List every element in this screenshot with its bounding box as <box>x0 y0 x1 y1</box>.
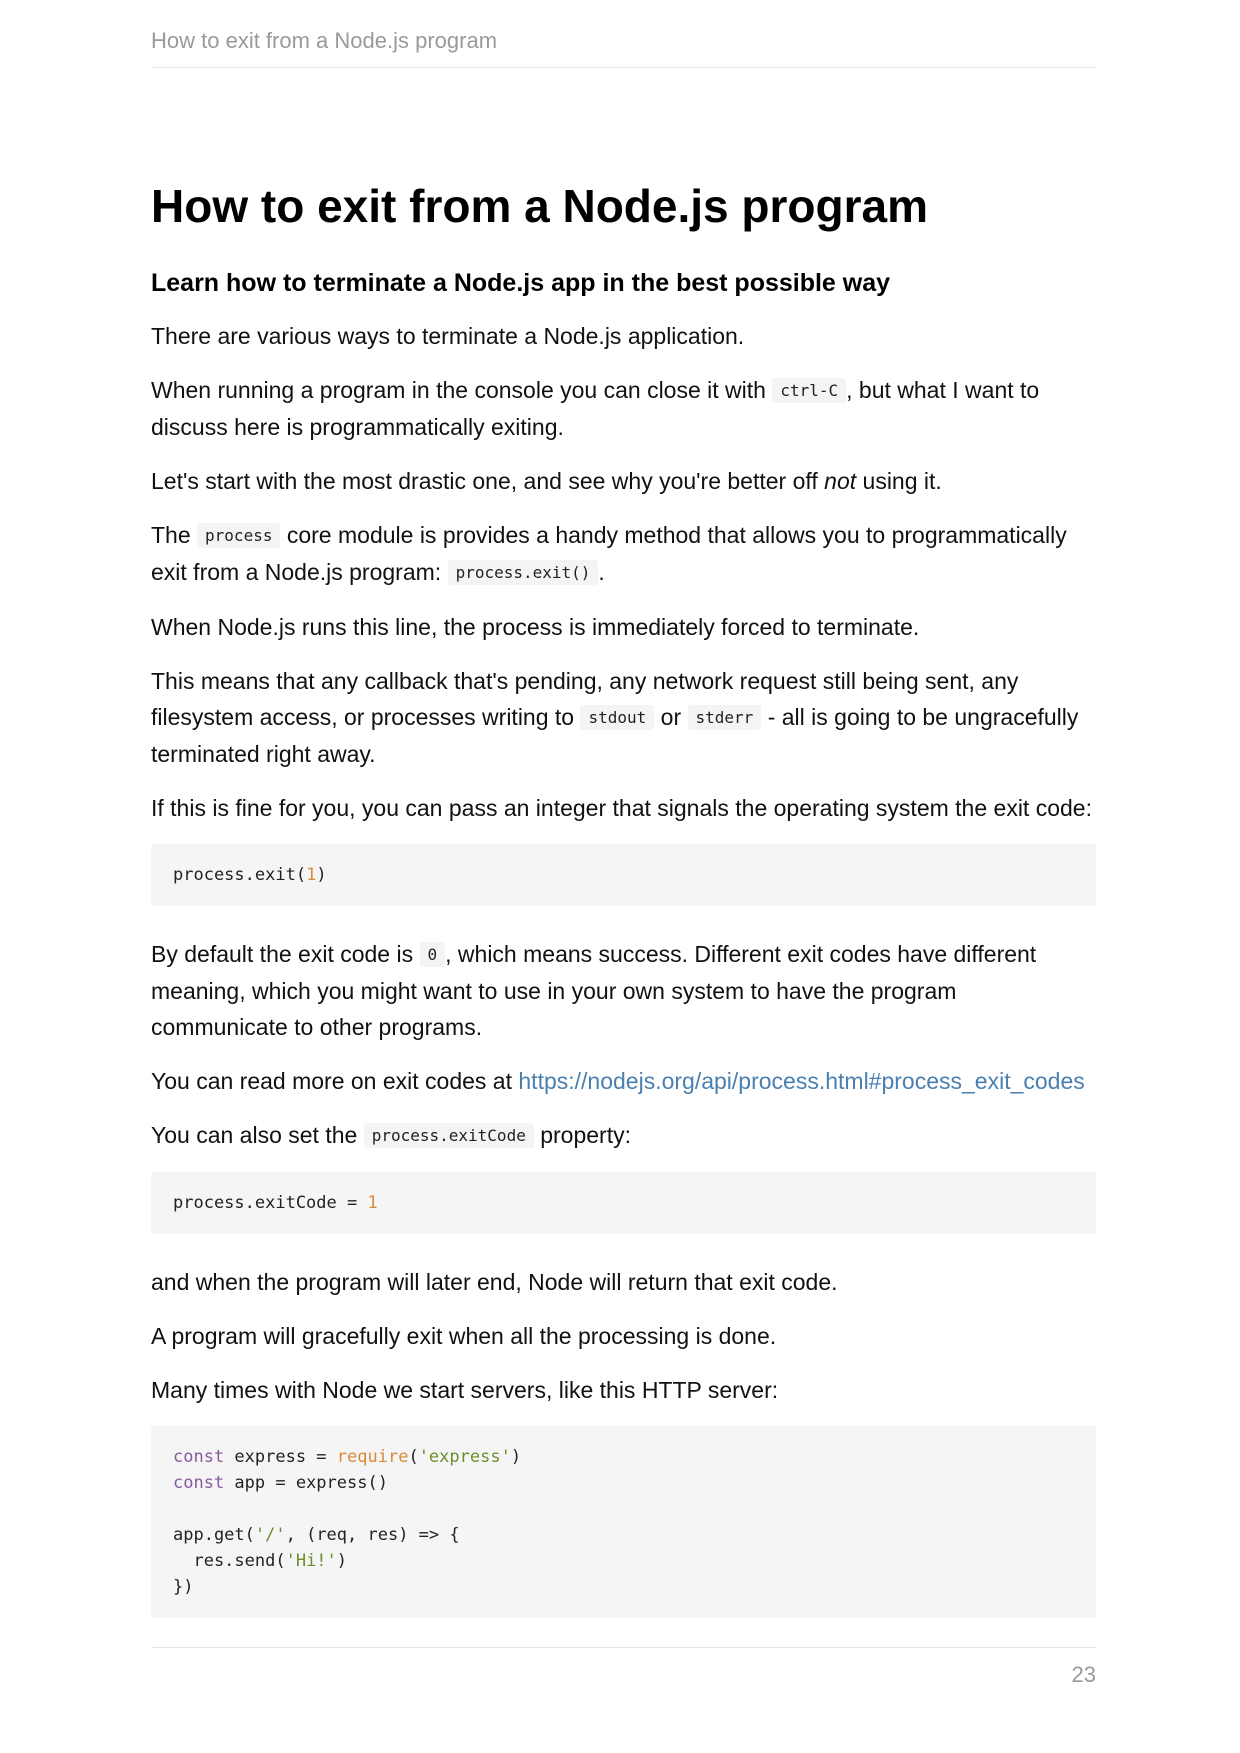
paragraph-exit-code: If this is fine for you, you can pass an integer that signals the operating system the exit code: <box>151 795 1092 821</box>
paragraph-callbacks: This means that any callback that's pending, any network request still being sent, any filesystem access, or processes writing to stdout or stderr - all is going to be ungracefully terminated right away. <box>151 668 1079 767</box>
emphasis-not: not <box>824 468 857 494</box>
paragraph-process-module: The process core module is provides a handy method that allows you to programmatically exit from a Node.js program: process.exit() . <box>151 522 1067 585</box>
inline-code-process-exitcode: process.exitCode <box>364 1123 534 1148</box>
inline-code-zero: 0 <box>420 942 446 967</box>
code-block-exitcode: process.exitCode = 1 <box>151 1172 1096 1234</box>
inline-code-process-exit: process.exit() <box>448 560 599 585</box>
paragraph-servers: Many times with Node we start servers, like this HTTP server: <box>151 1377 779 1403</box>
article-body <box>151 176 1096 1648</box>
paragraph-later-end: and when the program will later end, Node will return that exit code. <box>151 1269 838 1295</box>
inline-code-ctrl-c: ctrl-C <box>772 378 846 403</box>
running-header <box>151 28 1096 68</box>
paragraph-read-more: You can read more on exit codes at https://nodejs.org/api/process.html#process_exit_codes <box>151 1068 1085 1094</box>
paragraph-graceful-exit: A program will gracefully exit when all the processing is done. <box>151 1323 777 1349</box>
paragraph-ctrl-c: When running a program in the console you can close it with ctrl-C , but what I want to discuss here is programmatically exiting. <box>151 377 1040 440</box>
inline-code-process: process <box>197 523 280 548</box>
running-footer <box>151 1647 1096 1688</box>
page-number: 23 <box>1071 1662 1096 1687</box>
paragraph-exitcode-property: You can also set the process.exitCode property: <box>151 1122 631 1148</box>
page-subtitle: Learn how to terminate a Node.js app in the best possible way <box>151 269 891 297</box>
paragraph-default-exit-code: By default the exit code is 0 , which means success. Different exit codes have different meaning, which you might want to use in your own system to have the program communicate to other programs. <box>151 941 1037 1040</box>
code-block-process-exit: process.exit(1) <box>151 844 1096 906</box>
page-title: How to exit from a Node.js program <box>151 180 928 232</box>
running-header-title: How to exit from a Node.js program <box>151 28 498 53</box>
inline-code-stderr: stderr <box>688 705 762 730</box>
code-block-http-server: const express = require('express') const app = express() app.get('/', (req, res) => { res.send('Hi!') }) <box>151 1426 1096 1618</box>
paragraph-drastic: Let's start with the most drastic one, and see why you're better off not using it. <box>151 468 942 494</box>
exit-codes-link[interactable]: https://nodejs.org/api/process.html#process_exit_codes <box>518 1068 1085 1094</box>
paragraph-immediate-terminate: When Node.js runs this line, the process is immediately forced to terminate. <box>151 614 920 640</box>
paragraph-intro: There are various ways to terminate a Node.js application. <box>151 323 745 349</box>
inline-code-stdout: stdout <box>580 705 654 730</box>
